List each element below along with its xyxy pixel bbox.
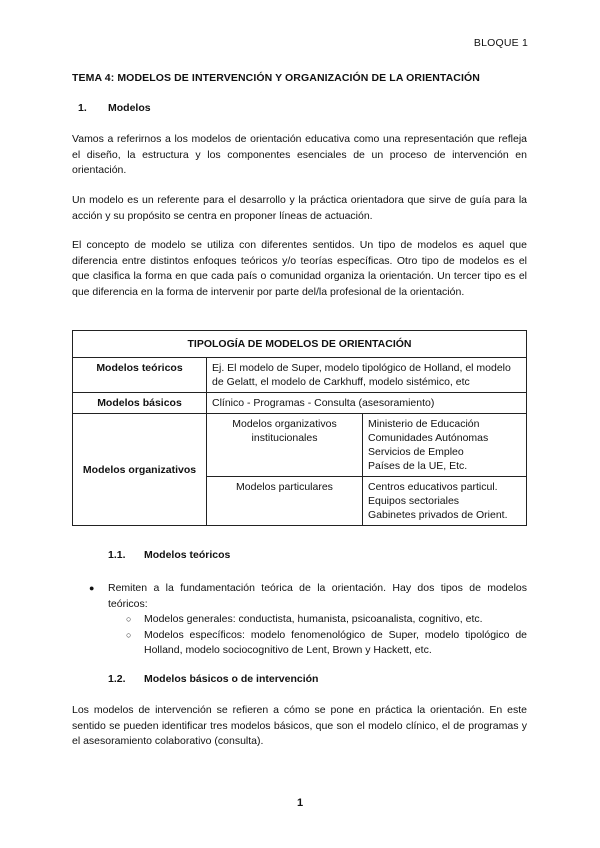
page-number: 1: [296, 797, 304, 809]
row-content-teoricos: Ej. El modelo de Super, modelo tipológico de Holland, el modelo de Gelatt, el modelo de Carkhuff, modelo sistémico, etc: [207, 358, 527, 393]
section-heading-1-2: [108, 673, 318, 685]
sublabel-particulares: Modelos particulares: [207, 477, 363, 526]
list-item: Gabinetes privados de Orient.: [368, 509, 508, 521]
section-number: 1.: [78, 102, 87, 114]
table-row: [73, 414, 527, 477]
bullet-dot-icon: ●: [89, 583, 95, 593]
bullet-circle-icon: ○: [126, 614, 132, 624]
section-title: Modelos: [108, 102, 151, 114]
bullet-circle-icon: ○: [126, 629, 132, 640]
section-title: Modelos teóricos: [144, 549, 231, 561]
models-typology-table: [72, 330, 527, 526]
section-number: 1.1.: [108, 549, 126, 561]
list-item: Centros educativos particul.: [368, 481, 498, 493]
page-title: TEMA 4: MODELOS DE INTERVENCIÓN Y ORGANIZACIÓN DE LA ORIENTACIÓN: [72, 72, 480, 84]
section-title: Modelos básicos o de intervención: [144, 673, 319, 685]
section-heading-1: [78, 102, 151, 114]
paragraph-4: Los modelos de intervención se refieren a cómo se pone en práctica la orientación. En este sentido se pueden identificar tres modelos básicos, que son el modelo clínico, el de programas y el asesoramiento colaborativo (consulta).: [72, 704, 527, 747]
row-label-basicos: Modelos básicos: [73, 393, 207, 414]
list-item: Ministerio de Educación: [368, 418, 480, 430]
list-item: Comunidades Autónomas: [368, 432, 489, 444]
paragraph-1: Vamos a referirnos a los modelos de orientación educativa como una representación que refleja el diseño, la estructura y los componentes esenciales de un proceso de intervención en orientación.: [72, 133, 527, 176]
row-content-basicos: Clínico - Programas - Consulta (asesoramiento): [207, 393, 527, 414]
paragraph-2: Un modelo es un referente para el desarrollo y la práctica orientadora que sirve de guía para la acción y su propósito se centra en proponer líneas de actuación.: [72, 194, 527, 222]
paragraph-3: El concepto de modelo se utiliza con diferentes sentidos. Un tipo de modelos es aquel que diferencia entre distintos enfoques teóricos y/o teorías específicas. Otro tipo de modelos es el que clasifica la forma en que cada país o comunidad organiza la orientación. Un tercer tipo es el que diferencia en la forma de intervenir por parte del/la profesional de la orientación.: [72, 239, 527, 298]
bullet-item: ● Remiten a la fundamentación teórica de la orientación. Hay dos tipos de modelos teóricos:: [89, 582, 527, 610]
sub-bullet-item: ○ Modelos específicos: modelo fenomenológico de Super, modelo tipológico de Holland, modelo sociocognitivo de Lent, Brown y Hackett, etc.: [126, 628, 527, 656]
block-label: BLOQUE 1: [473, 37, 528, 49]
list-particulares: [363, 477, 527, 526]
table-title: TIPOLOGÍA DE MODELOS DE ORIENTACIÓN: [73, 331, 527, 358]
sublabel-institucionales: Modelos organizativos institucionales: [207, 414, 363, 477]
list-institucionales: [363, 414, 527, 477]
section-number: 1.2.: [108, 673, 126, 685]
bullet-list: [72, 581, 527, 659]
list-item: Servicios de Empleo: [368, 446, 464, 458]
table-title-row: [73, 331, 527, 358]
section-heading-1-1: [108, 549, 230, 561]
list-item: Países de la UE, Etc.: [368, 460, 468, 472]
list-item: Equipos sectoriales: [368, 495, 460, 507]
table-row: [73, 393, 527, 414]
sub-bullet-item: ○ Modelos generales: conductista, humanista, psicoanalista, cognitivo, etc.: [72, 612, 527, 628]
table-row: [73, 358, 527, 393]
row-label-organizativos: Modelos organizativos: [73, 414, 207, 526]
row-label-teoricos: Modelos teóricos: [73, 358, 207, 393]
